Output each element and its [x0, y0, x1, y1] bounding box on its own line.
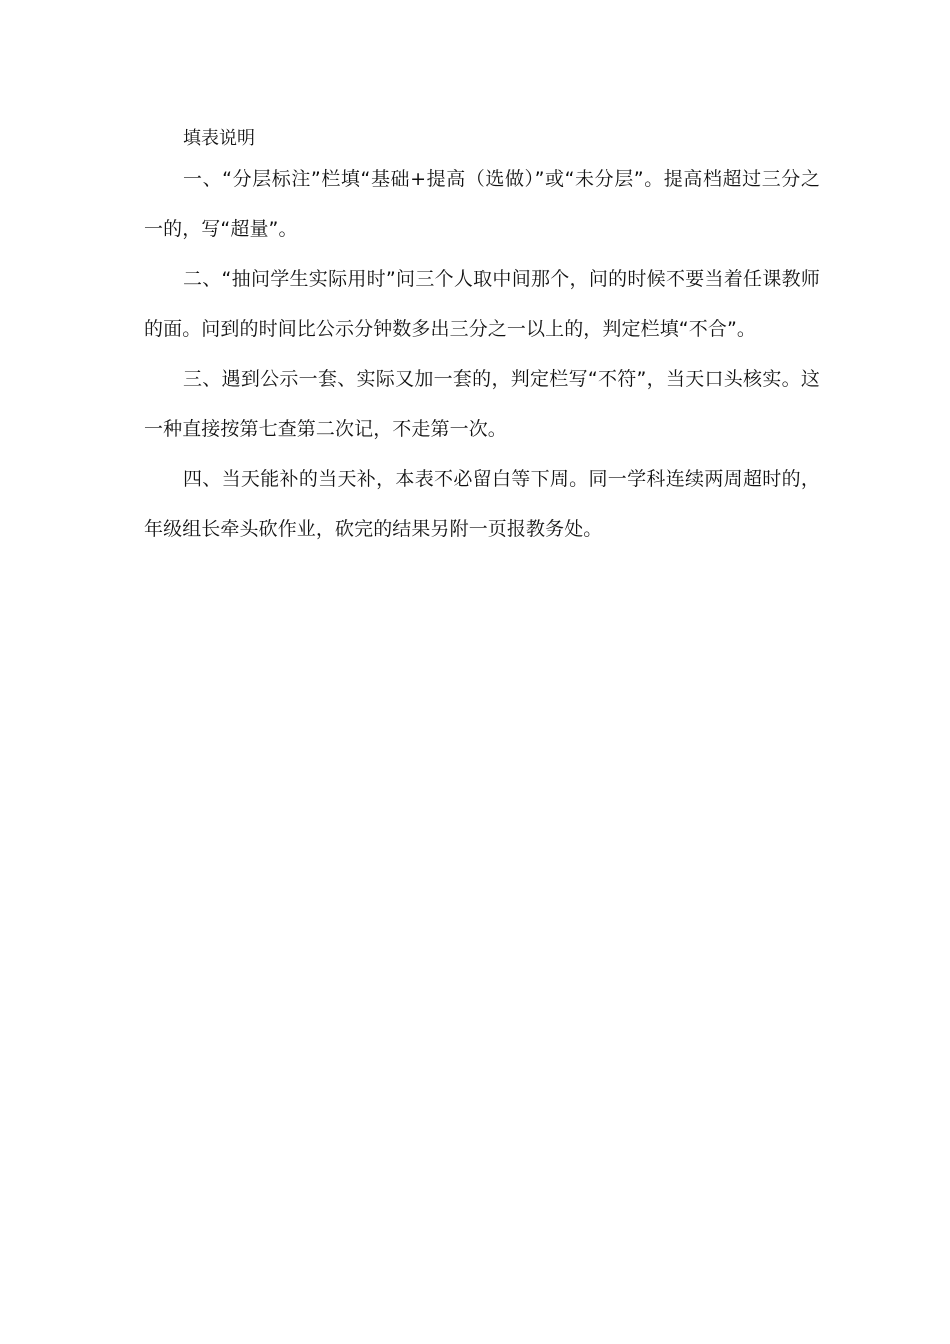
- document-title: 填表说明: [183, 128, 255, 149]
- instruction-paragraph-2: 二、“抽问学生实际用时”问三个人取中间那个，问的时候不要当着任课教师的面。问到的时间比公示分钟数多出三分之一以上的，判定栏填“不合”。: [144, 268, 820, 340]
- instruction-paragraph-1: 一、“分层标注”栏填“基础+提高（选做）”或“未分层”。提高档超过三分之一的，写“超量”。: [144, 168, 820, 240]
- instruction-paragraph-4: 四、当天能补的当天补，本表不必留白等下周。同一学科连续两周超时的，年级组长牵头砍作业，砍完的结果另附一页报教务处。: [144, 468, 820, 540]
- instruction-paragraph-3: 三、遇到公示一套、实际又加一套的，判定栏写“不符”，当天口头核实。这一种直接按第七查第二次记，不走第一次。: [144, 368, 820, 440]
